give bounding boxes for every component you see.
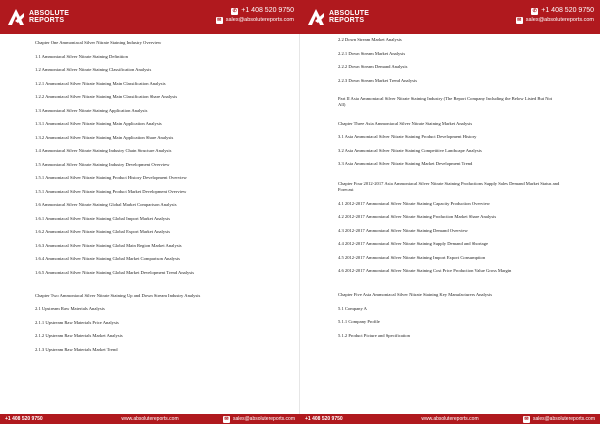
toc-entry: 1.3.2 Ammoniacal Silver Nitrate Staining Main Application Share Analysis — [35, 134, 174, 140]
right-page — [300, 0, 600, 424]
toc-entry: Part II Asia Ammoniacal Silver Nitrate Staining Industry (The Report Company Including the Below Listed But Not All) — [338, 95, 553, 107]
toc-entry: 1.6.3 Ammoniacal Silver Nitrate Staining Global Main Region Market Analysis — [35, 242, 182, 248]
footer-email[interactable]: ✉ sales@absolutereports.com — [224, 416, 295, 422]
toc-entry: 4.6 2012-2017 Ammoniacal Silver Nitrate Staining Cost Price Production Value Gross Margin — [338, 268, 512, 273]
brand-line-1: ABSOLUTE — [29, 10, 70, 17]
toc-entry: 1.6.1 Ammoniacal Silver Nitrate Staining Global Import Market Analysis — [35, 215, 170, 221]
footer-email[interactable]: ✉ sales@absolutereports.com — [524, 416, 595, 422]
page-header — [0, 0, 300, 34]
toc-entry: 5.1.2 Product Picture and Specification — [338, 332, 410, 338]
toc-entry: 1.6.5 Ammoniacal Silver Nitrate Staining Global Market Development Trend Analysis — [35, 269, 195, 275]
toc-entry: 3.1 Asia Ammoniacal Silver Nitrate Staining Product Development History — [338, 134, 477, 139]
toc-entry: 4.3 2012-2017 Ammoniacal Silver Nitrate Staining Demand Overview — [338, 227, 468, 233]
toc-entry: 2.2.2 Down Stream Demand Analysis — [338, 64, 408, 69]
brand-line-2: REPORTS — [29, 17, 65, 24]
footer-website[interactable]: www.absolutereports.com — [121, 416, 179, 422]
toc-entry: 1.2.1 Ammoniacal Silver Nitrate Staining Main Classification Analysis — [35, 80, 166, 86]
toc-entry: 2.1.1 Upstream Raw Materials Price Analysis — [35, 319, 119, 325]
toc-entry: 2.2.1 Down Stream Market Analysis — [338, 50, 406, 56]
mail-icon: ✉ — [524, 416, 529, 422]
toc-entry: 5.1.1 Company Profile — [338, 319, 380, 324]
header-phone[interactable]: +1 408 520 9750 — [541, 7, 594, 14]
toc-entry: 1.3 Ammoniacal Silver Nitrate Staining Application Analysis — [35, 107, 148, 113]
brand-line-2: REPORTS — [329, 17, 365, 24]
logo-mark-icon — [6, 7, 26, 27]
toc-entry: 1.3.1 Ammoniacal Silver Nitrate Staining Main Application Analysis — [35, 121, 162, 126]
toc-entry: 1.5 Ammoniacal Silver Nitrate Staining Industry Development Overview — [35, 161, 170, 167]
footer-phone[interactable]: +1 408 520 9750 — [5, 416, 43, 422]
toc-entry: Chapter Two Ammoniacal Silver Nitrate Staining Up and Down Stream Industry Analysis — [35, 292, 201, 298]
page-header — [300, 0, 600, 34]
toc-entry: 5.1 Company A — [338, 305, 367, 311]
footer-phone[interactable]: +1 408 520 9750 — [305, 416, 343, 422]
toc-entry: 1.5.1 Ammoniacal Silver Nitrate Staining Product History Development Overview — [35, 175, 187, 180]
toc-left — [35, 40, 265, 353]
toc-entry: Chapter Three Asia Ammoniacal Silver Nitrate Staining Market Analysis — [338, 120, 473, 126]
page-footer — [300, 414, 600, 424]
toc-entry: 1.2.2 Ammoniacal Silver Nitrate Staining Main Classification Share Analysis — [35, 94, 178, 99]
header-contact — [516, 6, 594, 25]
toc-entry: 2.1 Upstream Raw Materials Analysis — [35, 306, 105, 311]
toc-entry: 2.2.3 Down Stream Market Trend Analysis — [338, 77, 417, 83]
page-footer — [0, 414, 300, 424]
phone-icon: ✆ — [232, 7, 237, 14]
toc-entry: 1.6.4 Ammoniacal Silver Nitrate Staining Global Market Comparison Analysis — [35, 256, 180, 261]
brand-line-1: ABSOLUTE — [329, 10, 370, 17]
toc-entry: Chapter Four 2012-2017 Asia Ammoniacal Silver Nitrate Staining Productions Supply Sales Demand Market Status and Forecast — [338, 181, 560, 192]
toc-entry: 2.1.3 Upstream Raw Materials Market Trend — [35, 346, 118, 352]
toc-entry: 3.2 Asia Ammoniacal Silver Nitrate Staining Competitive Landscape Analysis — [338, 147, 482, 153]
mail-icon: ✉ — [217, 17, 222, 23]
toc-entry: 1.1 Ammoniacal Silver Nitrate Staining Definition — [35, 53, 128, 59]
toc-entry: Chapter Five Asia Ammoniacal Silver Nitrate Staining Key Manufacturers Analysis — [338, 292, 492, 297]
header-phone[interactable]: +1 408 520 9750 — [241, 7, 294, 14]
toc-entry: 2.1.2 Upstream Raw Materials Market Analysis — [35, 333, 123, 338]
toc-entry: 1.2 Ammoniacal Silver Nitrate Staining Classification Analysis — [35, 67, 152, 72]
logo-mark-icon — [306, 7, 326, 27]
toc-entry: 2.2 Down Stream Market Analysis — [338, 37, 402, 42]
header-contact — [216, 6, 294, 25]
footer-website[interactable]: www.absolutereports.com — [421, 416, 479, 422]
toc-entry: 1.4 Ammoniacal Silver Nitrate Staining Industry Chain Structure Analysis — [35, 148, 172, 153]
phone-icon: ✆ — [532, 7, 537, 14]
header-email[interactable]: sales@absolutereports.com — [225, 17, 294, 23]
toc-entry: 3.3 Asia Ammoniacal Silver Nitrate Staining Market Development Trend — [338, 161, 473, 166]
mail-icon: ✉ — [224, 416, 229, 422]
toc-entry: 1.6.2 Ammoniacal Silver Nitrate Staining Global Export Market Analysis — [35, 229, 170, 234]
toc-entry: 4.5 2012-2017 Ammoniacal Silver Nitrate Staining Import Export Consumption — [338, 254, 486, 260]
toc-entry: 4.4 2012-2017 Ammoniacal Silver Nitrate Staining Supply Demand and Shortage — [338, 241, 489, 246]
brand-logo — [306, 6, 369, 28]
toc-entry: Chapter One Ammoniacal Silver Nitrate Staining Industry Overview — [35, 40, 162, 45]
brand-logo — [6, 6, 69, 28]
toc-right — [338, 37, 560, 339]
toc-entry: 4.2 2012-2017 Ammoniacal Silver Nitrate Staining Production Market Share Analysis — [338, 214, 497, 219]
toc-entry: 1.5.1 Ammoniacal Silver Nitrate Staining Product Market Development Overview — [35, 188, 187, 194]
mail-icon: ✉ — [517, 17, 522, 23]
toc-entry: 4.1 2012-2017 Ammoniacal Silver Nitrate Staining Capacity Production Overview — [338, 200, 490, 206]
header-email[interactable]: sales@absolutereports.com — [525, 17, 594, 23]
toc-entry: 1.6 Ammoniacal Silver Nitrate Staining Global Market Comparison Analysis — [35, 202, 177, 207]
